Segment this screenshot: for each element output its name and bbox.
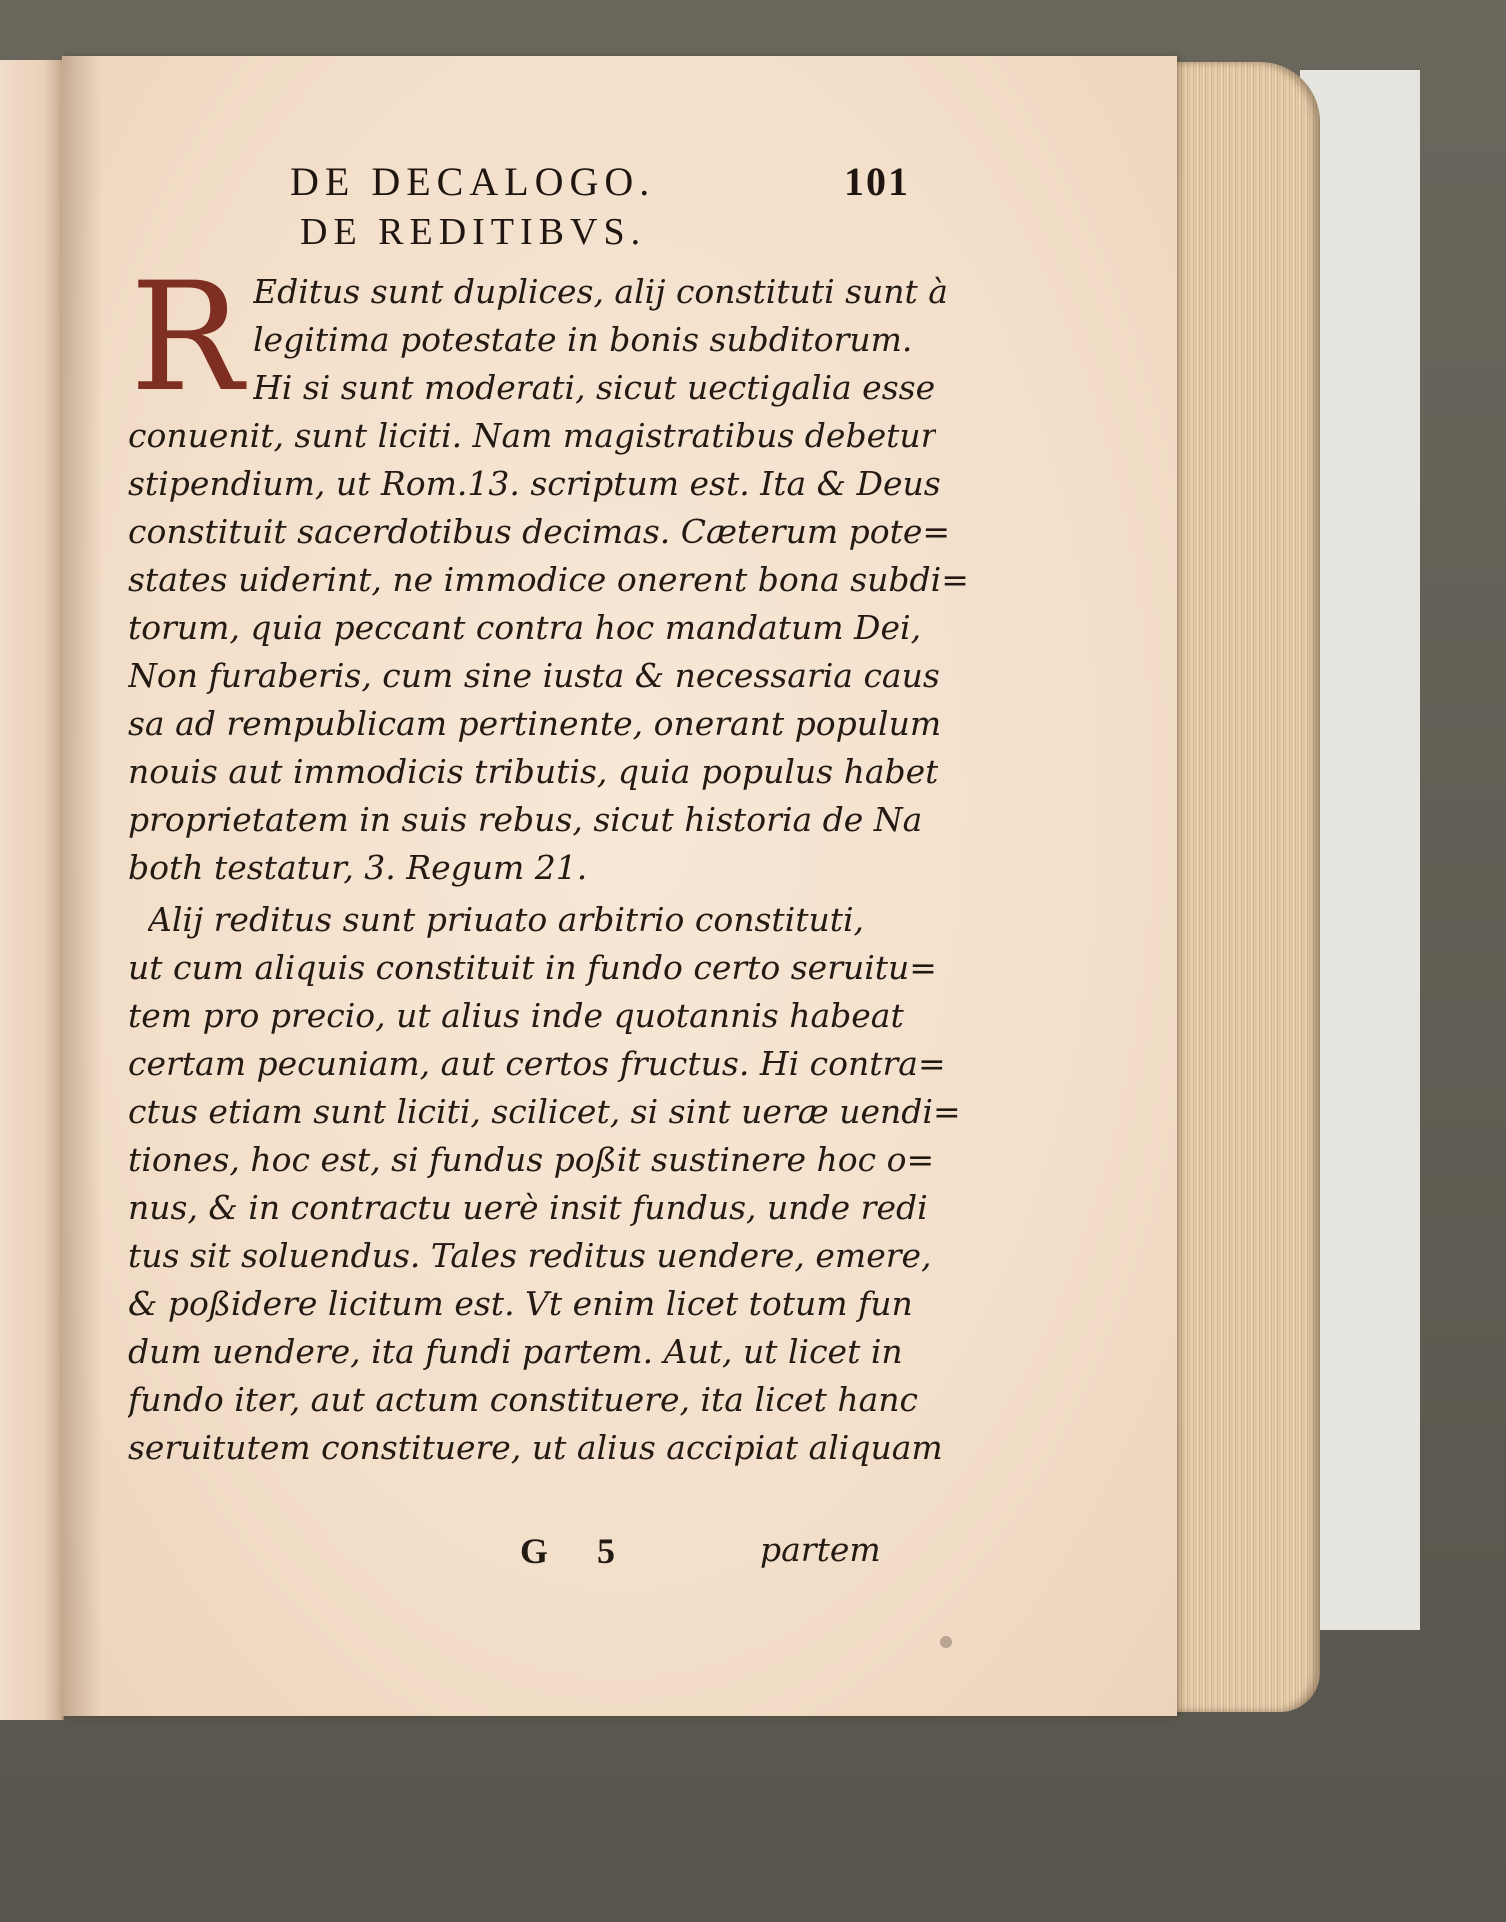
text-line: seruitutem constituere, ut alius accipiat aliquam (128, 1428, 943, 1467)
text-line: conuenit, sunt liciti. Nam magistratibus debetur (128, 416, 937, 455)
body-text (128, 251, 969, 1538)
book-page-edges (1170, 62, 1320, 1712)
folio-number: 101 (844, 159, 910, 204)
text-line: tiones, hoc est, si fundus poßit sustinere hoc o= (128, 1140, 935, 1179)
text-line: tus sit soluendus. Tales reditus uendere, emere, (128, 1236, 932, 1275)
text-line: ctus etiam sunt liciti, scilicet, si sint ueræ uendi= (128, 1092, 961, 1131)
facing-page-edge (0, 60, 64, 1720)
section-heading: DE REDITIBVS. (300, 211, 647, 253)
text-line: torum, quia peccant contra hoc mandatum Dei, (128, 608, 922, 647)
text-line: fundo iter, aut actum constituere, ita licet hanc (128, 1380, 919, 1419)
text-line: states uiderint, ne immodice onerent bona subdi= (128, 560, 969, 599)
text-line: Non furaberis, cum sine iusta & necessaria caus (128, 656, 940, 695)
running-head (290, 158, 910, 208)
text-line: nus, & in contractu uerè insit fundus, unde redi (128, 1188, 928, 1227)
text-line: nouis aut immodicis tributis, quia populus habet (128, 752, 939, 791)
text-line: Hi si sunt moderati, sicut uectigalia esse (253, 368, 936, 407)
text-line: legitima potestate in bonis subditorum. (253, 320, 913, 359)
text-line: stipendium, ut Rom.13. scriptum est. Ita & Deus (128, 464, 941, 503)
paper-blemish (940, 1636, 952, 1648)
text-line: certam pecuniam, aut certos fructus. Hi contra= (128, 1044, 946, 1083)
text-line: Editus sunt duplices, alij constituti sunt à (253, 272, 948, 311)
catchword: partem (760, 1530, 881, 1569)
text-line: Alij reditus sunt priuato arbitrio constituti, (148, 900, 865, 939)
text-line: tem pro precio, ut alius inde quotannis habeat (128, 996, 904, 1035)
text-line: both testatur, 3. Regum 21. (128, 848, 588, 887)
drop-cap: R (130, 251, 243, 425)
text-line: proprietatem in suis rebus, sicut historia de Na (128, 800, 923, 839)
text-line: sa ad rempublicam pertinente, onerant populum (128, 704, 942, 743)
text-line: & poßidere licitum est. Vt enim licet totum fun (128, 1284, 913, 1323)
gutter-shadow (62, 56, 102, 1716)
text-line: constituit sacerdotibus decimas. Cæterum pote= (128, 512, 951, 551)
running-title: DE DECALOGO. (290, 159, 656, 204)
signature-mark: G 5 (520, 1531, 636, 1571)
text-line: ut cum aliquis constituit in fundo certo seruitu= (128, 948, 937, 987)
text-line: dum uendere, ita fundi partem. Aut, ut licet in (128, 1332, 903, 1371)
